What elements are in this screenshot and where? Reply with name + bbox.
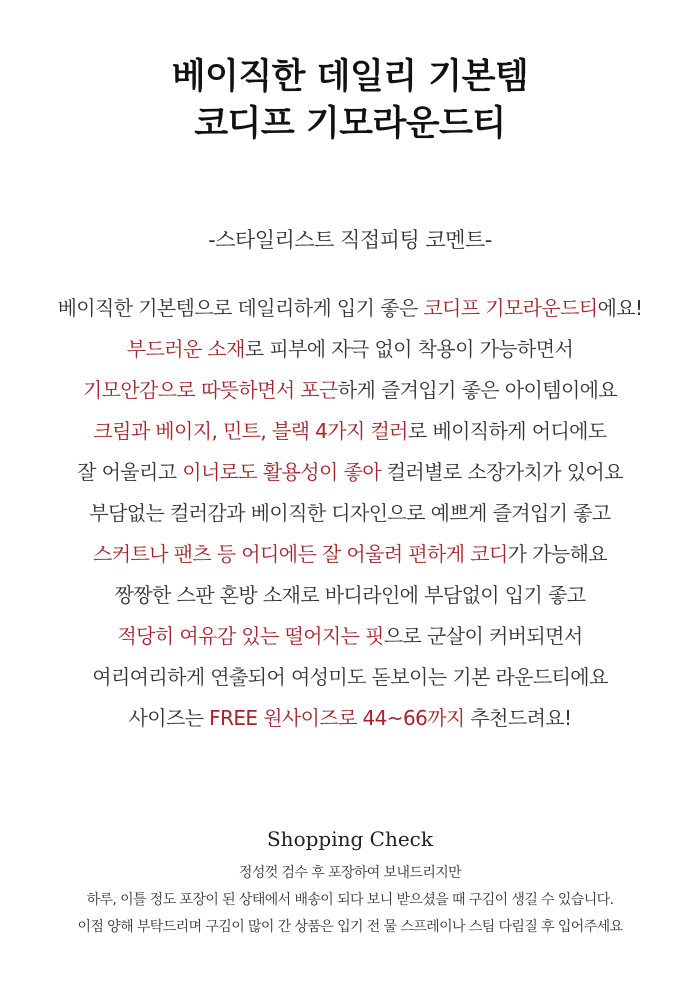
comment-line — [0, 329, 700, 370]
stylist-comment-heading: -스타일리스트 직접피팅 코멘트- — [208, 228, 492, 252]
comment-text: 으로 군살이 커버되면서 — [383, 624, 583, 648]
comment-highlight-text: 이너로도 활용성이 좋아 — [182, 460, 381, 484]
comment-line — [0, 411, 700, 452]
comment-highlight-text: 부드러운 소재 — [126, 337, 245, 361]
stylist-comment-block — [0, 288, 700, 739]
comment-text: 가 가능해요 — [507, 542, 608, 566]
shopping-check-line: 정성껏 검수 후 포장하여 보내드리지만 — [238, 865, 462, 881]
shopping-check-notice — [0, 860, 700, 941]
comment-highlight-text: 크림과 베이지, 민트, 블랙 4가지 컬러 — [93, 419, 408, 443]
comment-highlight-text: FREE 원사이즈로 44~66까지 — [209, 706, 465, 730]
product-title-line-2: 코디프 기모라운드티 — [194, 104, 506, 144]
comment-line — [0, 493, 700, 534]
comment-text: 에요! — [597, 296, 643, 320]
comment-line — [0, 657, 700, 698]
comment-text: 하게 즐겨입기 좋은 아이템이에요 — [337, 378, 618, 402]
comment-text: 부담없는 컬러감과 베이직한 디자인으로 예쁘게 즐겨입기 좋고 — [89, 501, 611, 525]
comment-line — [0, 575, 700, 616]
comment-text: 사이즈는 — [128, 706, 210, 730]
shopping-check-line: 하루, 이틀 정도 포장이 된 상태에서 배송이 되다 보니 받으셨을 때 구김이 생길 수 있습니다. — [86, 892, 614, 908]
comment-highlight-text: 코디프 기모라운드티 — [423, 296, 598, 320]
shopping-check-line: 이점 양해 부탁드리며 구김이 많이 간 상품은 입기 전 물 스프레이나 스팀 다림질 후 입어주세요 — [77, 919, 623, 935]
comment-text: 로 베이직하게 어디에도 — [407, 419, 607, 443]
comment-line — [0, 698, 700, 739]
comment-text: 컬러별로 소장가치가 있어요 — [380, 460, 623, 484]
comment-line — [0, 452, 700, 493]
comment-highlight-text: 스커트나 팬츠 등 어디에든 잘 어울려 편하게 코디 — [92, 542, 508, 566]
comment-text: 여리여리하게 연출되어 여성미도 돋보이는 기본 라운드티에요 — [92, 665, 608, 689]
comment-highlight-text: 적당히 여유감 있는 떨어지는 핏 — [117, 624, 384, 648]
product-title-line-1: 베이직한 데일리 기본템 — [171, 57, 529, 97]
comment-text: 짱짱한 스판 혼방 소재로 바디라인에 부담없이 입기 좋고 — [114, 583, 586, 607]
comment-text: 베이직한 기본템으로 데일리하게 입기 좋은 — [57, 296, 424, 320]
comment-line — [0, 288, 700, 329]
product-title — [0, 54, 700, 148]
comment-highlight-text: 기모안감으로 따뜻하면서 포근 — [82, 378, 338, 402]
comment-line — [0, 370, 700, 411]
comment-text: 잘 어울리고 — [77, 460, 183, 484]
comment-text: 로 피부에 자극 없이 착용이 가능하면서 — [244, 337, 574, 361]
comment-line — [0, 534, 700, 575]
shopping-check-title: Shopping Check — [266, 827, 433, 851]
comment-text: 추천드려요! — [464, 706, 572, 730]
comment-line — [0, 616, 700, 657]
